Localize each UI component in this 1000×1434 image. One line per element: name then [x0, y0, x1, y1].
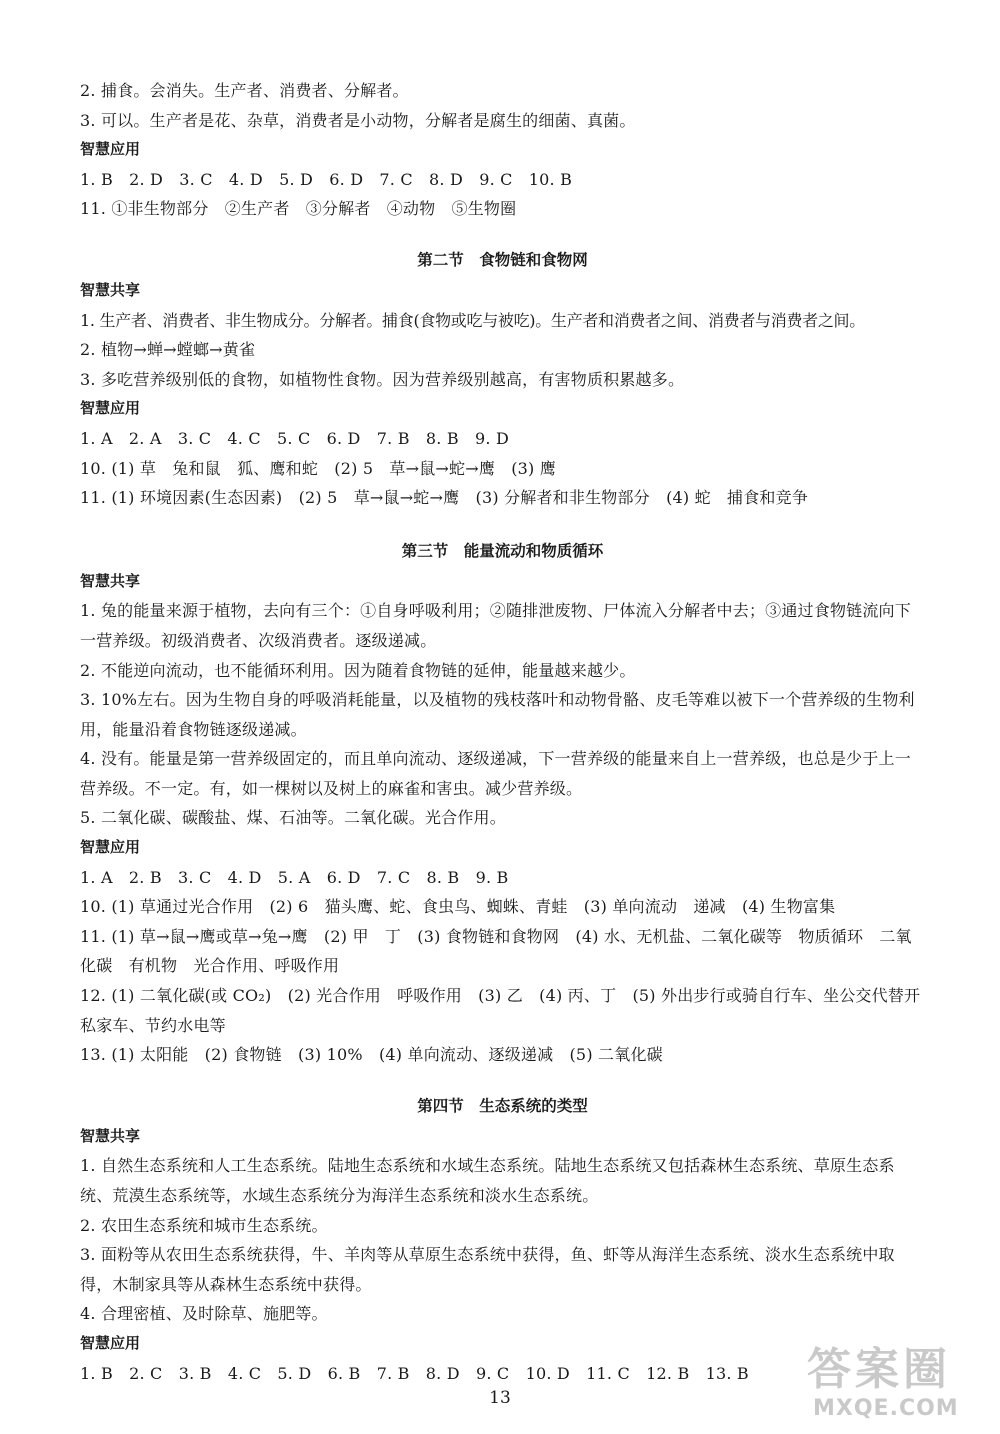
- answer-line: 3. 可以。生产者是花、杂草，消费者是小动物，分解者是腐生的细菌、真菌。: [80, 110, 636, 130]
- subheading-apply: 智慧应用: [80, 140, 141, 159]
- page-content: [80, 76, 925, 1388]
- answer-line: 2. 植物→蝉→螳螂→黄雀: [80, 340, 256, 360]
- answer-paragraph: 2. 农田生态系统和城市生态系统。: [80, 1215, 328, 1235]
- page-number: 13: [489, 1388, 511, 1408]
- answer-line: 11. ①非生物部分 ②生产者 ③分解者 ④动物 ⑤生物圈: [80, 199, 517, 219]
- answer-paragraph: 5. 二氧化碳、碳酸盐、煤、石油等。二氧化碳。光合作用。: [80, 808, 506, 828]
- answer-paragraph: 11. (1) 草→鼠→鹰或草→兔→鹰 (2) 甲 丁 (3) 食物链和食物网 (4) 水、无机盐、二氧化碳等 物质循环 二氧化碳 有机物 光合作用、呼吸作用: [80, 926, 912, 976]
- answer-paragraph: 13. (1) 太阳能 (2) 食物链 (3) 10% (4) 单向流动、逐级递减 (5) 二氧化碳: [80, 1045, 663, 1065]
- answer-line: 2. 捕食。会消失。生产者、消费者、分解者。: [80, 81, 409, 100]
- answer-paragraph: 2. 不能逆向流动，也不能循环利用。因为随着食物链的延伸，能量越来越少。: [80, 660, 636, 680]
- answer-line: 3. 多吃营养级别低的食物，如植物性食物。因为营养级别越高，有害物质积累越多。: [80, 369, 685, 389]
- answer-line: 1. A 2. A 3. C 4. C 5. C 6. D 7. B 8. B 9. D: [80, 428, 509, 448]
- watermark-glyphs: 答案圈: [807, 1344, 951, 1395]
- subheading-apply: 智慧应用: [80, 838, 141, 857]
- subheading-apply: 智慧应用: [80, 1333, 141, 1352]
- answer-line: 1. B 2. C 3. B 4. C 5. D 6. B 7. B 8. D 9. C 10. D 11. C 12. B 13. B: [80, 1363, 749, 1383]
- subheading-share: 智慧共享: [80, 1126, 141, 1145]
- answer-paragraph: 12. (1) 二氧化碳(或 CO₂) (2) 光合作用 呼吸作用 (3) 乙 (4) 丙、丁 (5) 外出步行或骑自行车、坐公交代替开私家车、节约水电等: [80, 986, 921, 1035]
- answer-paragraph: 3. 面粉等从农田生态系统获得，牛、羊肉等从草原生态系统中获得，鱼、虾等从海洋生态系统、淡水生态系统中取得，木制家具等从森林生态系统中获得。: [80, 1245, 895, 1294]
- answer-paragraph: 4. 合理密植、及时除草、施肥等。: [80, 1304, 328, 1324]
- answer-paragraph: 1. 自然生态系统和人工生态系统。陆地生态系统和水域生态系统。陆地生态系统又包括森林生态系统、草原生态系统、荒漠生态系统等，水域生态系统分为海洋生态系统和淡水生态系统。: [80, 1156, 895, 1205]
- answer-line: 1. 生产者、消费者、非生物成分。分解者。捕食(食物或吃与被吃)。生产者和消费者之间、消费者与消费者之间。: [80, 310, 865, 330]
- watermark-logo: [807, 1346, 992, 1428]
- answer-paragraph: 10. (1) 草通过光合作用 (2) 6 猫头鹰、蛇、食虫鸟、蜘蛛、青蛙 (3) 单向流动 递减 (4) 生物富集: [80, 897, 836, 917]
- answer-paragraph: 4. 没有。能量是第一营养级固定的，而且单向流动、逐级递减，下一营养级的能量来自上一营养级，也总是少于上一营养级。不一定。有，如一棵树以及树上的麻雀和害虫。减少营养级。: [80, 749, 911, 798]
- watermark-url: MXQE.COM: [813, 1396, 959, 1421]
- subheading-apply: 智慧应用: [80, 399, 141, 418]
- section-title: 第三节 能量流动和物质循环: [401, 541, 604, 560]
- subheading-share: 智慧共享: [80, 571, 141, 590]
- answer-line: 10. (1) 草 兔和鼠 狐、鹰和蛇 (2) 5 草→鼠→蛇→鹰 (3) 鹰: [80, 458, 556, 478]
- answer-paragraph: 1. 兔的能量来源于植物，去向有三个：①自身呼吸利用；②随排泄废物、尸体流入分解者中去；③通过食物链流向下一营养级。初级消费者、次级消费者。逐级递减。: [80, 601, 911, 650]
- subheading-share: 智慧共享: [80, 280, 141, 299]
- answer-line: 1. B 2. D 3. C 4. D 5. D 6. D 7. C 8. D 9. C 10. B: [80, 169, 573, 189]
- answer-line: 11. (1) 环境因素(生态因素) (2) 5 草→鼠→蛇→鹰 (3) 分解者和非生物部分 (4) 蛇 捕食和竞争: [80, 488, 809, 508]
- section-title: 第二节 食物链和食物网: [417, 250, 588, 269]
- answer-line: 1. A 2. B 3. C 4. D 5. A 6. D 7. C 8. B 9. B: [80, 867, 509, 887]
- section-title: 第四节 生态系统的类型: [417, 1096, 588, 1115]
- answer-paragraph: 3. 10%左右。因为生物自身的呼吸消耗能量，以及植物的残枝落叶和动物骨骼、皮毛等难以被下一个营养级的生物利用，能量沿着食物链逐级递减。: [80, 690, 915, 739]
